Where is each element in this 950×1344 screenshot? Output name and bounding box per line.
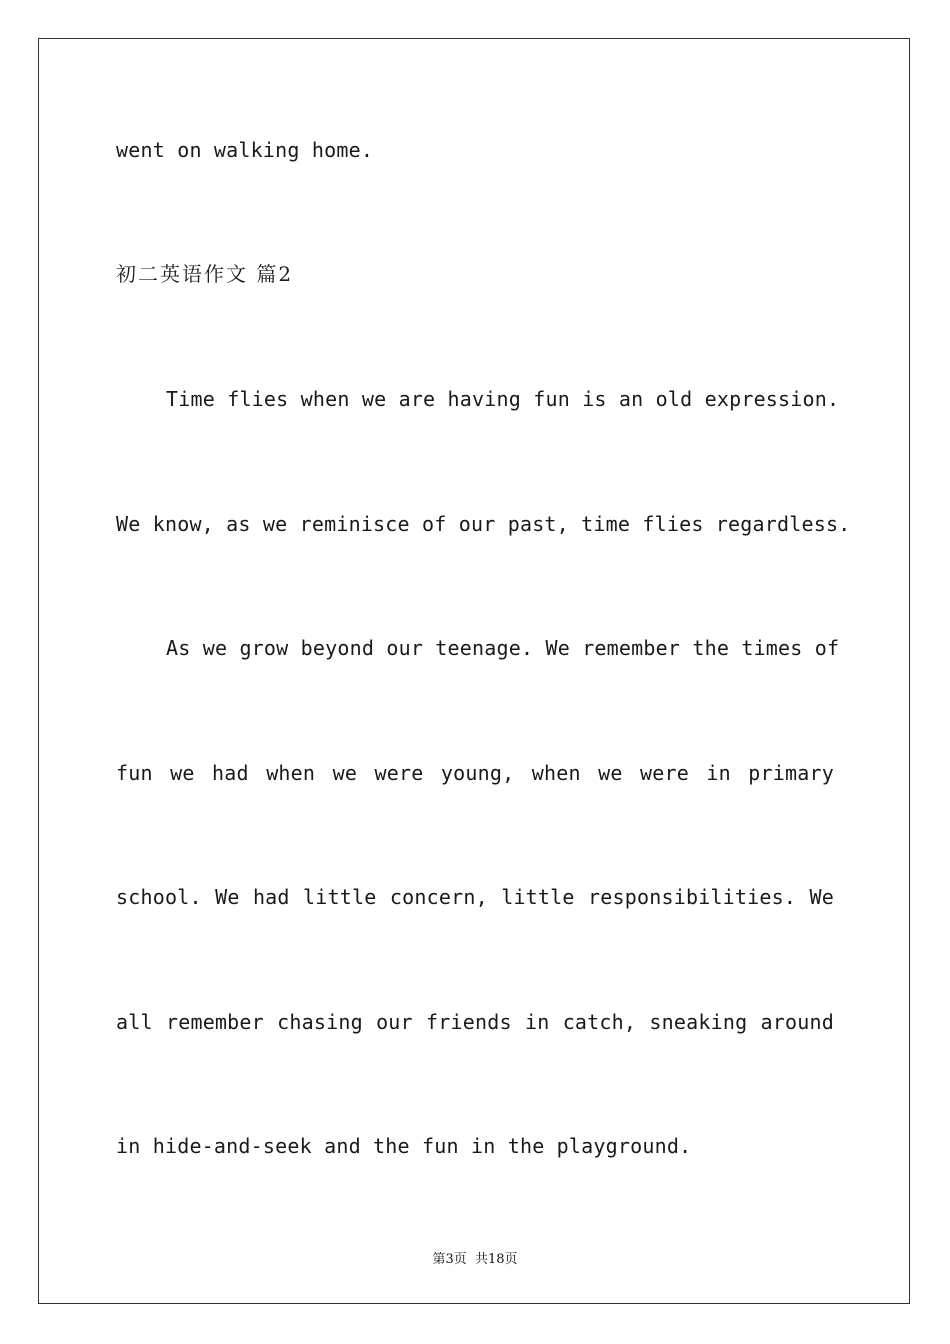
page-number-footer <box>0 1248 950 1267</box>
page-frame <box>38 38 910 1304</box>
section-heading: 初二英语作文 篇2 <box>116 262 294 286</box>
paragraph-line: As we grow beyond our teenage. We remember the times of <box>166 636 840 660</box>
paragraph-line: all remember chasing our friends in catch, sneaking around <box>116 1010 834 1034</box>
paragraph-line: We know, as we reminisce of our past, time flies regardless. <box>116 512 851 536</box>
paragraph-line: school. We had little concern, little responsibilities. We <box>116 885 834 909</box>
page-label: 第3页 共18页 <box>432 1252 518 1267</box>
paragraph-line: in hide-and-seek and the fun in the playground. <box>116 1134 692 1158</box>
paragraph-line: Time flies when we are having fun is an old expression. <box>166 387 840 411</box>
text-line: went on walking home. <box>116 138 374 162</box>
paragraph-line: fun we had when we were young, when we were in primary <box>116 761 834 785</box>
